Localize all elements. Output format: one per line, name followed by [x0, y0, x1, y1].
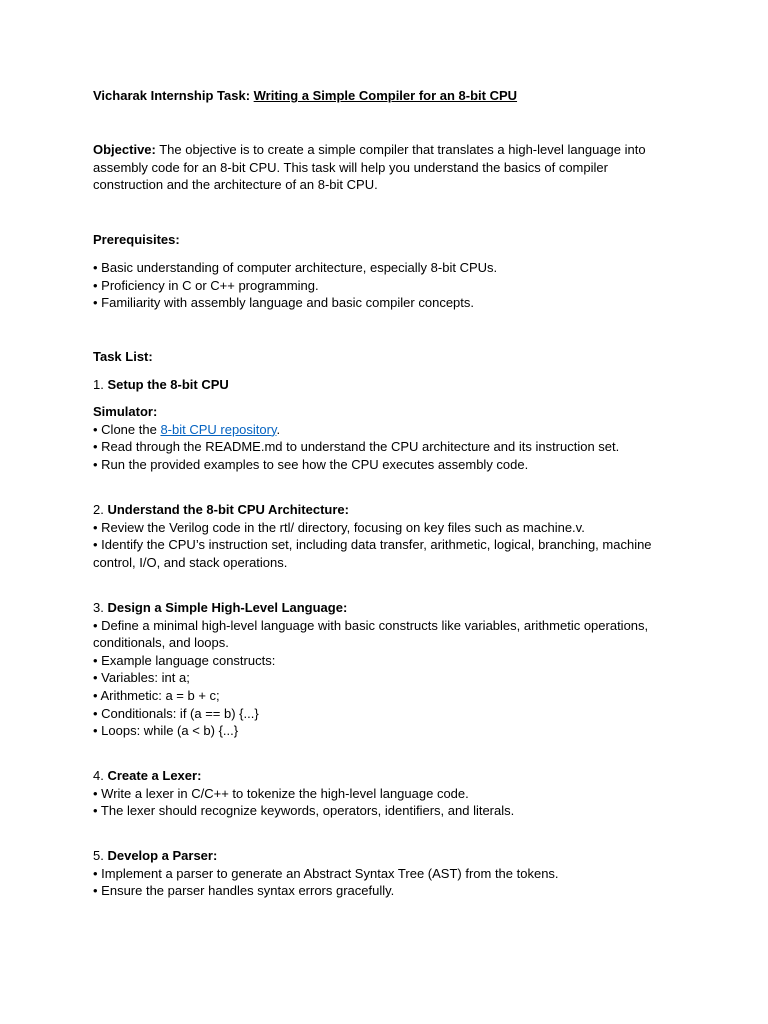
list-item: • Arithmetic: a = b + c; [93, 687, 220, 703]
list-item: • The lexer should recognize keywords, operators, identifiers, and literals. [93, 803, 515, 819]
prerequisites-heading: Prerequisites: [93, 232, 180, 247]
cpu-repository-link[interactable]: 8-bit CPU repository [160, 421, 277, 437]
objective-label: Objective: [93, 142, 156, 157]
list-item: • Implement a parser to generate an Abstract Syntax Tree (AST) from the tokens. [93, 865, 559, 881]
list-item: • Define a minimal high-level language with basic constructs like variables, arithmetic operations, conditionals, and loops. [93, 617, 649, 651]
title-prefix: Vicharak Internship Task: [93, 88, 254, 103]
list-item: • Loops: while (a < b) {...} [93, 723, 239, 739]
list-item: • Clone the 8-bit CPU repository. [93, 421, 281, 437]
list-item: • Basic understanding of computer architecture, especially 8-bit CPUs. [93, 260, 498, 275]
task3-section: 3. Design a Simple High-Level Language: • Define a minimal high-level language with basic constructs like variables, arithmetic operations, conditionals, and loops. • Example language constructs: • Variables: int a; • Arithmetic: a = b + c; • Conditionals: if (a == b) {...} • Loops: while (a < b) {...} [93, 599, 668, 740]
task3-title: Design a Simple High-Level Language: [107, 600, 348, 615]
list-item: • Conditionals: if (a == b) {...} [93, 705, 259, 721]
task-list-heading: Task List: [93, 349, 153, 364]
objective-paragraph [93, 141, 668, 194]
list-item: • Read through the README.md to understand the CPU architecture and its instruction set. [93, 439, 620, 455]
task1-heading: 1. Setup the 8-bit CPU [93, 377, 229, 392]
task4-section: 4. Create a Lexer: • Write a lexer in C/C++ to tokenize the high-level language code. • The lexer should recognize keywords, operators, identifiers, and literals. [93, 767, 668, 820]
prerequisites-list [93, 259, 668, 312]
list-item: • Ensure the parser handles syntax errors gracefully. [93, 883, 395, 899]
list-item: • Write a lexer in C/C++ to tokenize the high-level language code. [93, 785, 469, 801]
list-item: • Example language constructs: [93, 652, 276, 668]
list-item: • Review the Verilog code in the rtl/ directory, focusing on key files such as machine.v. [93, 519, 585, 535]
list-item: • Proficiency in C or C++ programming. [93, 277, 319, 293]
list-item: • Identify the CPU’s instruction set, including data transfer, arithmetic, logical, branching, machine control, I/O, and stack operations. [93, 537, 652, 570]
list-item: • Run the provided examples to see how the CPU executes assembly code. [93, 456, 529, 472]
task4-title: Create a Lexer: [107, 768, 202, 783]
task1-subheading: Simulator: [93, 404, 158, 419]
list-item: • Variables: int a; [93, 670, 190, 686]
document-title [93, 87, 668, 105]
task1-title: Setup the 8-bit CPU [107, 377, 229, 392]
title-underlined: Writing a Simple Compiler for an 8-bit CPU [253, 88, 518, 103]
list-item: • Familiarity with assembly language and basic compiler concepts. [93, 295, 474, 311]
task2-section: 2. Understand the 8-bit CPU Architecture: • Review the Verilog code in the rtl/ directory, focusing on key files such as machine.v. • Identify the CPU’s instruction set, including data transfer, arithmetic, logical, branching, machine control, I/O, and stack operations. [93, 501, 668, 571]
task2-title: Understand the 8-bit CPU Architecture: [107, 502, 349, 517]
task5-section: 5. Develop a Parser: • Implement a parser to generate an Abstract Syntax Tree (AST) from the tokens. • Ensure the parser handles syntax errors gracefully. [93, 847, 668, 900]
task1-body [93, 403, 668, 473]
objective-text: The objective is to create a simple compiler that translates a high-level language into assembly code for an 8-bit CPU. This task will help you understand the basics of compiler construction and the architecture of an 8-bit CPU. [93, 142, 646, 193]
task5-title: Develop a Parser: [107, 848, 218, 863]
